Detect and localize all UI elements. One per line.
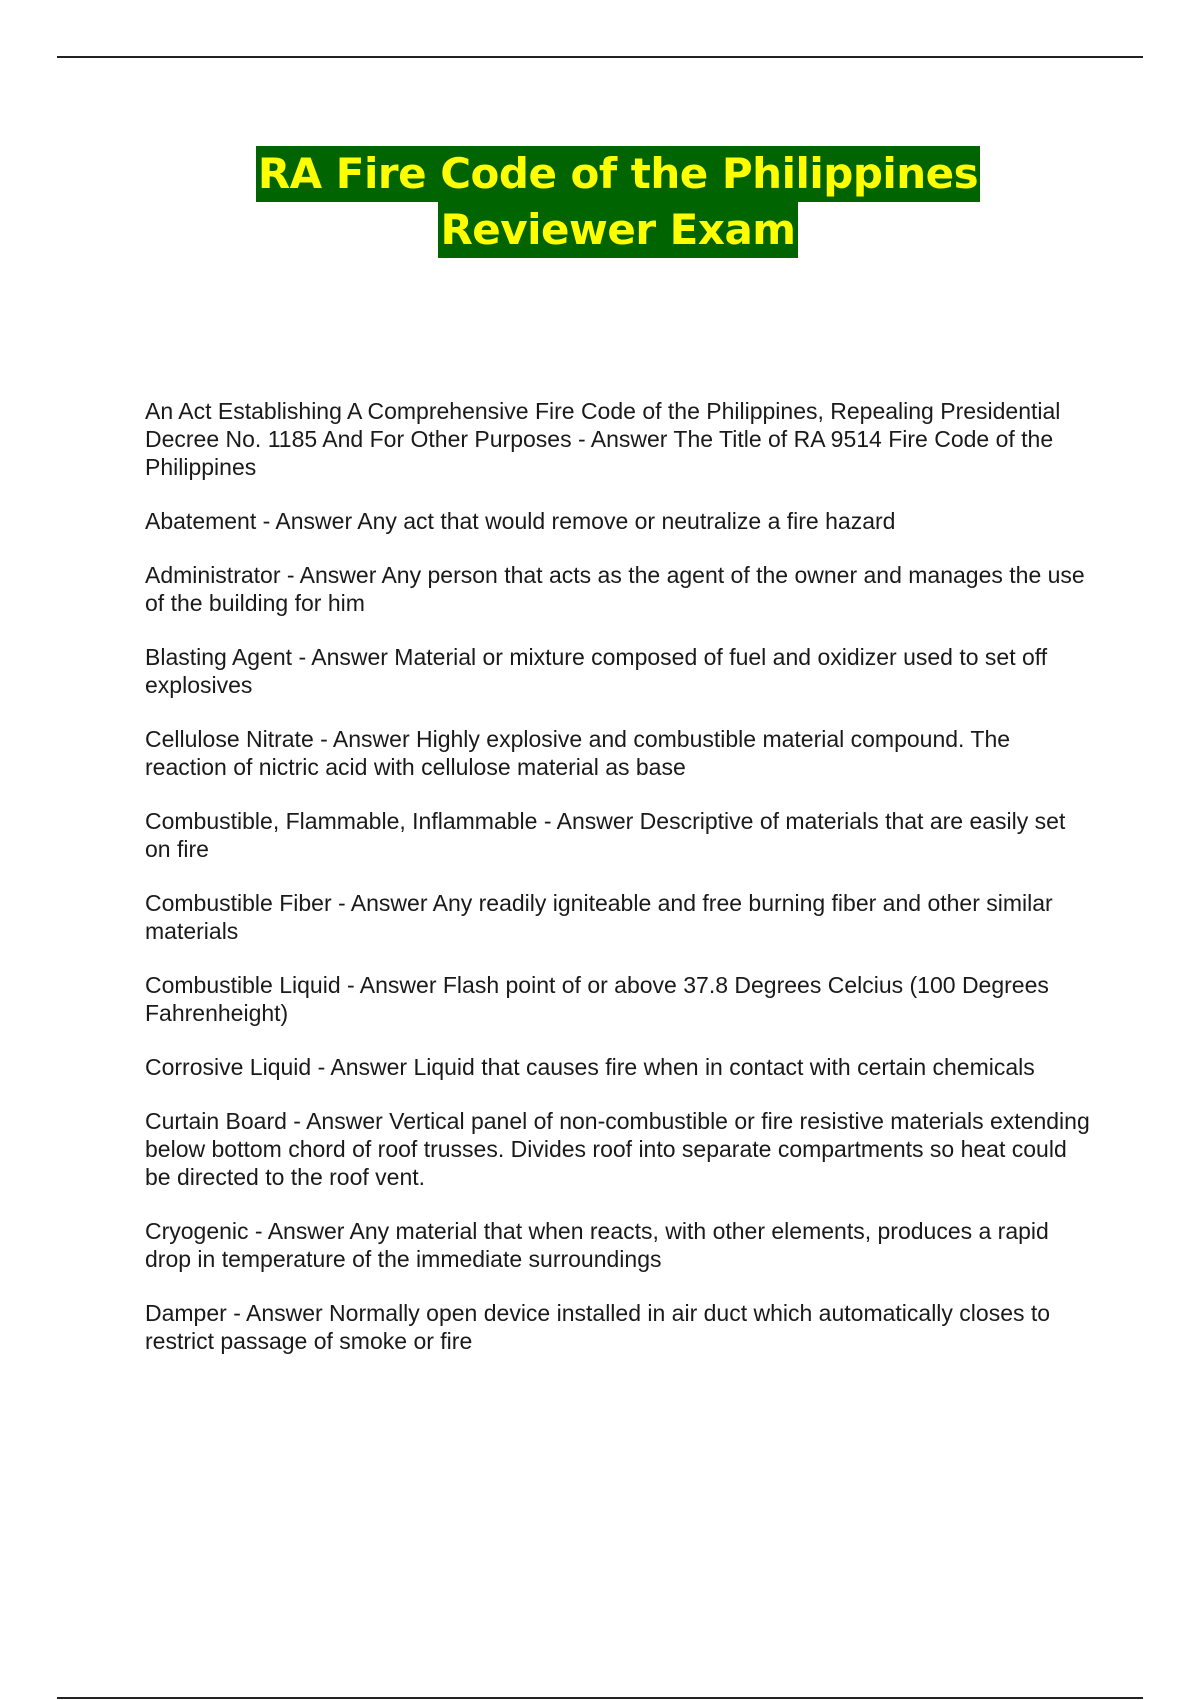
page-title: [0, 146, 1200, 258]
entry-combustible-fiber: Combustible Fiber - Answer Any readily igniteable and free burning fiber and other similar materials: [145, 890, 1053, 944]
entry-blasting-agent: Blasting Agent - Answer Material or mixture composed of fuel and oxidizer used to set off explosives: [145, 644, 1048, 698]
entry-damper: Damper - Answer Normally open device installed in air duct which automatically closes to restrict passage of smoke or fire: [145, 1300, 1051, 1354]
entry-curtain-board: Curtain Board - Answer Vertical panel of non-combustible or fire resistive materials extending below bottom chord of roof trusses. Divides roof into separate compartments so heat could be directed to the roof vent.: [145, 1108, 1090, 1190]
title-line-2: Reviewer Exam: [438, 202, 797, 258]
entry-combustible-liquid: Combustible Liquid - Answer Flash point of or above 37.8 Degrees Celcius (100 Degrees Fahrenheight): [145, 972, 1049, 1026]
title-line-1: RA Fire Code of the Philippines: [256, 146, 980, 202]
entry-abatement: Abatement - Answer Any act that would remove or neutralize a fire hazard: [145, 508, 896, 534]
bottom-rule: [57, 1697, 1143, 1699]
top-rule: [57, 56, 1143, 58]
entry-cellulose-nitrate: Cellulose Nitrate - Answer Highly explosive and combustible material compound. The reaction of nictric acid with cellulose material as base: [145, 726, 1011, 780]
entry-list: [145, 397, 1095, 1381]
entry-combustible-flammable: Combustible, Flammable, Inflammable - Answer Descriptive of materials that are easily set on fire: [145, 808, 1066, 862]
entry-administrator: Administrator - Answer Any person that acts as the agent of the owner and manages the use of the building for him: [145, 562, 1085, 616]
entry-title-of-ra-9514: An Act Establishing A Comprehensive Fire Code of the Philippines, Repealing Presidential Decree No. 1185 And For Other Purposes - Answer The Title of RA 9514 Fire Code of the Philippines: [145, 398, 1061, 480]
entry-cryogenic: Cryogenic - Answer Any material that when reacts, with other elements, produces a rapid drop in temperature of the immediate surroundings: [145, 1218, 1049, 1272]
entry-corrosive-liquid: Corrosive Liquid - Answer Liquid that causes fire when in contact with certain chemicals: [145, 1054, 1035, 1080]
